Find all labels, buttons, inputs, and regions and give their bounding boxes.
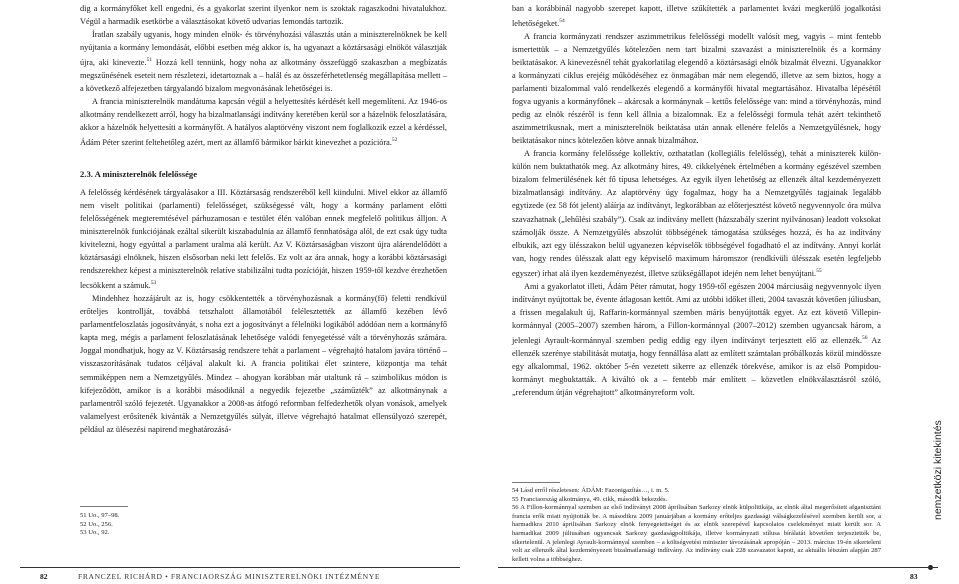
side-tab-label: nemzetközi kitekintés xyxy=(932,420,944,520)
paragraph: A francia kormányzati rendszer aszimmetrikus felelősségi modellt valósít meg, vagyis – mint fentebb ismertettük – a Nemzetgyűlés kötelezően nem tart bizalmi szavazást a miniszterelnök és a kormány beiktatásakor. A kinevezésnél tehát gyakorlatilag elegendő a köztársasági elnök bizalmát élvezni. Ugyanakkor a kormányzati ciklus erejéig működéséhez ez önmagában már nem elegendő, illetve az sem biztos, hogy a parlamenti bizalommal való rendelkezés elegendő a kormányfői hivatal megtartásához. Hivatalba lépésétől fogva ugyanis a kormányfőnek – akárcsak a kormánynak – kettős felelőssége van: mind a törvényhozás, mind pedig az elnök részéről is fenn kell állnia a bizalomnak. Ez a felelősségi formula tehát azért tekinthető aszimmetrikusnak, mert a miniszterelnök beiktatása után annak ellenére felelős a Nemzetgyűlésnek, hogy beiktatásakor nincs kötelezően kötve annak bizalmához. xyxy=(512,31,881,146)
footnote-ref[interactable]: 56 xyxy=(861,334,868,341)
paragraph: A francia miniszterelnök mandátuma kapcsán végül a helyettesítés kérdését kell megemlíteni. Az 1946-os alkotmány rendelkezett arról, hogy ha bizalmatlansági indítvány keretében kerül sor a házelnök feloszlatására, akkor a házelnök helyettesíti a kormányfőt. A hatályos alaptörvény viszont nem foglalkozik ezzel a kérdéssel, Ádám Péter szerint feltehetőleg azért, mert az államfő bármikor bárkit kinevezhet a pozícióra.$^{52}$ xyxy=(80,97,447,147)
footnote-divider xyxy=(80,506,128,507)
paragraph: Íratlan szabály ugyanis, hogy minden elnök- és törvényhozási választás után a miniszterelnöknek be kell nyújtania a kormány lemondását, előbbi esetben még akkor is, ha ugyanazt a köztársasági elnököt választják újra, aki kinevezte.$^{51}$ Hozzá kell tennünk, hogy noha az alkotmány összefüggő szakaszban a megbízatás megszűnésének eseteit nem részletezi, idetartoznak a – halál és az összeférhetetlenség megállapítása mellett – a következő alfejezetben tárgyalandó bizalom megvonásának lehetőségei is. xyxy=(80,30,447,94)
footnote: 56 A Fillon-kormánnyal szemben az első indítványt 2008 áprilisában Sarkozy elnök külpolitikája, az elnök által megerősített afganisztáni francia erők miatt nyújtották be. A másodikra 2009 januárjában a kormány erőteljes gazdasági válságkezelésével szemben került sor, a harmadikra 2010 áprilisában Sarkozy elnök fenyegetettséget és az elnök szerepével kapcsolatos cselekményei miatt került sor. A harmadikat 2009 júliusában ugyancsak Sarkozy gazdaságpolitikája, illetve kormányzati stílusa bírálatát követően terjesztették be, sikertelenül. A jelenlegi Ayrault-kormánnyal szemben – a költségvetési miniszter távozásának apropóján – 2013. március 19-én sikerteleni volt az ellenzék által kezdeményezett bizalmatlansági indítvány. Az indítvány csak 228 szavazatot kapott, az aktuális létszám alapján 287 kellett volna a többséghez. xyxy=(512,504,881,563)
paragraph: Mindehhez hozzájárult az is, hogy csökkentették a törvényhozásnak a kormány(fő) feletti rendkívül erőteljes kontrollját, továbbá tetszhalott államotából felélesztették az államfő kezében lévő parlamentfeloszlatás jogosítványát, s noha ezt a jogosítványt a félelnöki logikából adódóan nem a kormányfő kapta meg, mégis a parlament feloszlatásának lehetősége valódi fenyegetéssé vált a törvényhozás számára. Joggal mondhatjuk, hogy az V. Köztársaság rendszere tehát a parlament – végrehajtó hatalom javára történő – visszaszorításának tudatos céljával alakult ki. A francia politikai élet szintere, központja ma tehát semmiképpen nem a Nemzetgyűlés. Mindez – ahogyan korábban már utaltunk rá – szimbolikus módon is kifejeződött, amikor is a korábbi másodiknál a negyedik fejezetbe „száműzték” az alkotmánynak a parlamentről szóló fejezetét. Ugyanakkor a 2008-as átfogó reformban felfedezhetők olyan vonások, amelyek valamelyest erősítenék kivánták a Nemzetgyűlés súlyát, illetve végrehajtó hatalmat ellensúlyozó szerepét, például az ülésezési napirend meghatározásá- xyxy=(80,294,447,434)
footnotes-left xyxy=(80,512,210,538)
footnote-ref[interactable]: 51 xyxy=(146,57,153,64)
footer-rule xyxy=(20,567,460,568)
footnote-ref[interactable]: 54 xyxy=(559,18,565,25)
footnote-ref[interactable]: 53 xyxy=(150,280,157,287)
paragraph: A francia kormány felelőssége kollektív, ozthatatlan (kollegiális felelősség), tehát a miniszterek külön-külön nem buktathatók meg. Az alkotmány hires, 49. cikkelyének értelmében a kormány egészével szemben bizalom felmerülésének két fő típusa lehetséges. Az egyik ilyen lehetőség az ellenzék által kezdeményezett bizalmatlansági indítvány. Az alaptörvény úgy fogalmaz, hogy ha a Nemzetgyűlés tagjainak legalább egytizede (ez 58 fót jelent) aláírja az indítványt, legkorábban az előterjesztést követő negyvennyolc óra múlva szavazhatnak („lehűlési szabály”). Csak az indítvány mellett (házszabály szerint nyilvánosan) leadott voksokat számolják össze. A Nemzetgyűlés abszolút többségének támogatása szükséges hozzá, és ha az indítvány elbukik, azt egy ülésszakon belül ugyanezen képviselők többségével fogadható el az indítvány. Annyi korlát van, hogy rendes ülésszak alatt egy képviselő maximum háromszor (rendkívüli ülésszak esetén legfeljebb egyszer) írhat alá ilyen kezdeményezést, illetve szükségállapot idején nem lehet benyújtani.$^{55}$ xyxy=(512,149,881,278)
paragraph: dig a kormányfőket kell engedni, és a gyakorlat szerint ilyenkor nem is szoktak ragaszkodni hivatalukhoz. Végül a harmadik esetkörbe a választásokat követő udvarias lemondás tartozik. xyxy=(80,4,447,27)
footnote: 54 Lásd erről részletesen: ÁDÁM: Fazonigazítás…, i. m. 5. xyxy=(512,487,670,494)
left-column xyxy=(80,2,447,436)
footnote: 52 Uo., 256. xyxy=(80,520,113,528)
footnote-ref[interactable]: 55 xyxy=(816,267,822,274)
footnote: 55 Franciaország alkotmánya, 49. cikk, második bekezdés. xyxy=(512,495,668,503)
right-column xyxy=(512,2,881,399)
paragraph: ban a korábbinál nagyobb szerepet kapott, illetve szűkítették a parlamentet kvázi megkerülő jogalkotási lehetőségeket.$^{54}$ xyxy=(512,4,881,28)
running-head: FRANCZEL RICHÁRD • FRANCIAORSZÁG MINISZTERELNÖKI INTÉZMÉNYE xyxy=(78,572,381,581)
section-heading: 2.3. A miniszterelnök felelőssége xyxy=(80,169,198,180)
side-tab xyxy=(926,318,944,563)
page-number-right: 83 xyxy=(910,572,918,581)
paragraph: A felelősség kérdésének tárgyalásakor a III. Köztársaság rendszeréből kell kiindulni. Mivel ekkor az államfő nem viselt politikai (parlamenti) felelősséget, szükségessé vált, hogy a kormány parlament előtti felelősségének megteremtésével párhuzamosan e testület élén valóban ennek megfelelő politikus álljon. A miniszterelnök funkciójának ezáltal sikerült kiszabadulnia az államfő fennhatósága alól, de ezt csak úgy tudta kivitelezni, hogy egyúttal a parlament uralma alá került. Az V. Köztársaságban viszont újra alárendelődött a köztársasági elnöknek, hiszen elsősorban neki lett felelős. Ez volt az ára annak, hogy a korábbi köztársasági rendszerekhez képest a miniszterelnök relatíve stabilizálni tudta pozícióját, hiszen 1959-től kezdve érezhetően lecsökkent a számuk.$^{53}$ xyxy=(80,188,447,291)
footer-rule xyxy=(498,567,938,568)
paragraph: Ami a gyakorlatot illeti, Ádám Péter rámutat, hogy 1959-től egészen 2004 márciusáig negyvennyolc ilyen indítványt nyújtottak be, évente átlagosan kettőt. Ami az utóbbi időket illeti, 2004 tavaszát követően júliusban, a frissen megalakult új, Raffarin-kormánnyal szemben máris benyújtották egyet. Az ezt követő Villepin-kormánnyal (2005–2007) szemben három, a Fillon-kormánnyal (2007–2012) szemben ugyancsak három, a jelenlegi Ayrault-kormánnyal szemben pedig eddig egy ilyen indítványt terjesztett elő az ellenzék.$^{56}$ Az ellenzék szerénye stabilitását mutatja, hogy fennállása alatt az említett számtalan próbálkozás közül mindössze egy alkalommal, 1962. október 5-én vezetett sikerre az ellenzék törekvése, amikor is az első Pompidou-kormányt megbuktatták. A kiváltó ok a – fentebb már említett – közvetlen elnökválasztásról szóló, „referendum útján végrehajtott” alkotmányreform volt. xyxy=(512,281,882,397)
footnote-ref[interactable]: 52 xyxy=(391,137,398,144)
footnote-divider xyxy=(512,482,560,483)
footnote: 53 Uo., 92. xyxy=(80,529,110,537)
footnotes-right xyxy=(512,487,881,564)
page-number-left: 82 xyxy=(40,572,48,581)
footnote: 51 Uo., 97–98. xyxy=(80,512,120,519)
